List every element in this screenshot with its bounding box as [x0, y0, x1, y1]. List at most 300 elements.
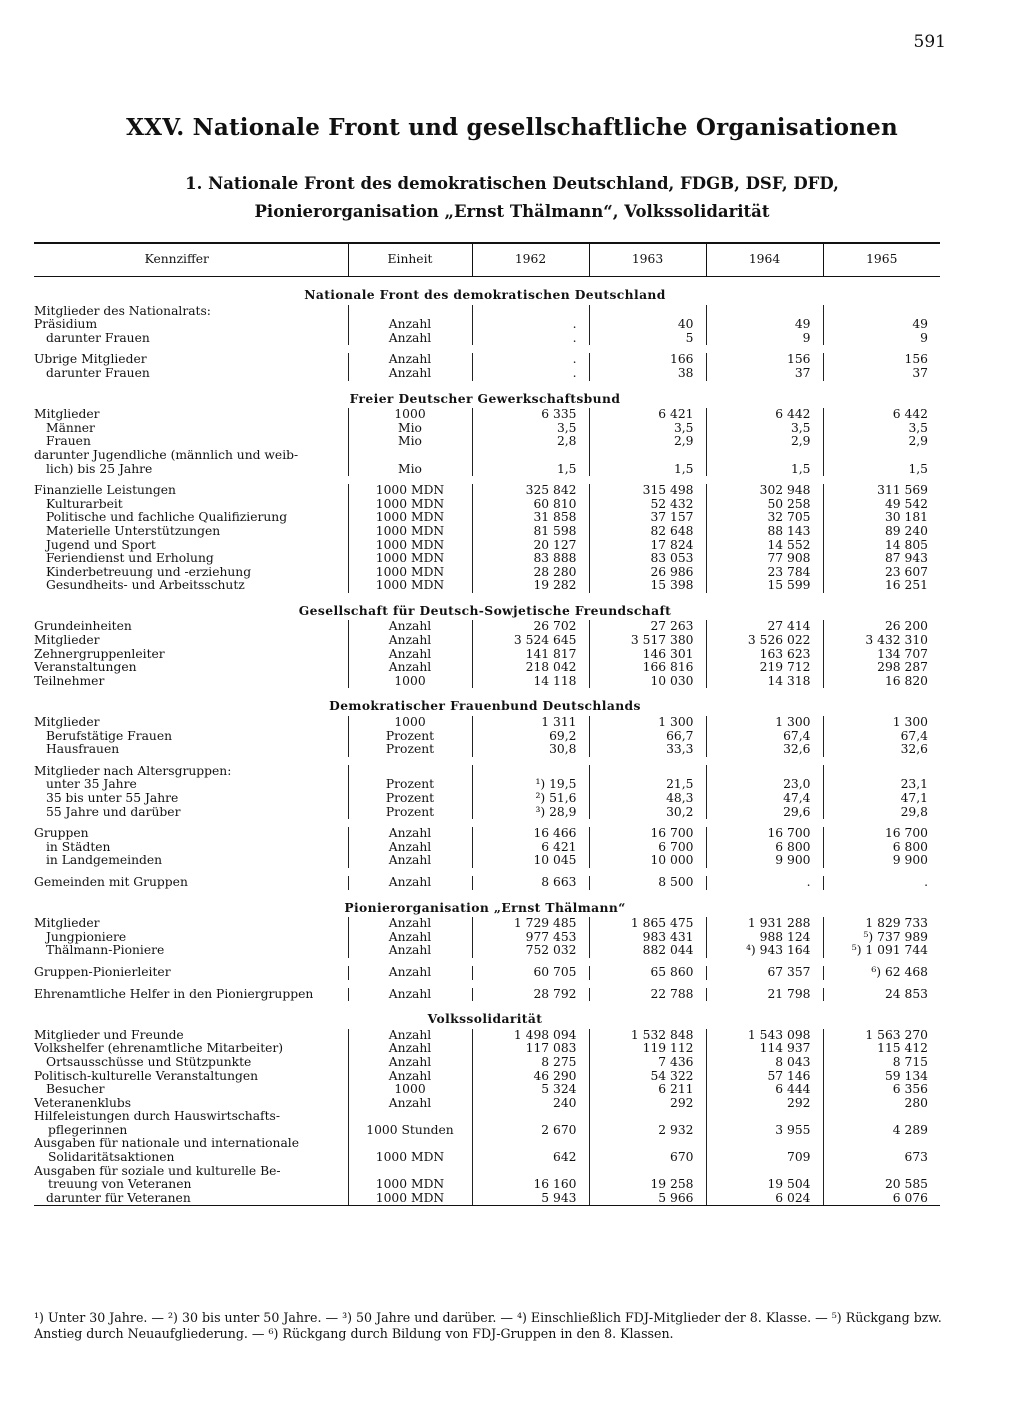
row-label: Materielle Unterstützungen [46, 524, 221, 538]
value-1964: 6 442 [706, 408, 823, 422]
value-1962: 60 705 [472, 966, 589, 980]
row-label: Mitglieder nach Altersgruppen: [34, 764, 232, 778]
spacer-cell [348, 345, 472, 353]
row-label: darunter Frauen [46, 331, 150, 345]
row-label: 35 bis unter 55 Jahre [46, 792, 179, 805]
table-row [34, 332, 940, 346]
value-1965: 9 [823, 332, 940, 346]
unit-cell: Anzahl [348, 917, 472, 931]
spacer-cell [472, 819, 589, 827]
value-1964: 8 043 [706, 1056, 823, 1070]
spacer-cell [348, 476, 472, 484]
table-row [34, 579, 940, 593]
row-label: Mitglieder [34, 917, 100, 931]
unit-cell [348, 449, 472, 463]
section-heading: Gesellschaft für Deutsch-Sowjetische Freundschaft [298, 602, 672, 618]
unit-cell: 1000 [348, 408, 472, 422]
value-1964 [706, 305, 823, 319]
value-1962: 141 817 [472, 648, 589, 662]
value-1965: 1 563 270 [823, 1029, 940, 1043]
row-spacer [34, 819, 940, 827]
table-row [34, 944, 940, 958]
unit-cell: 1000 MDN [348, 511, 472, 525]
table-row [34, 463, 940, 477]
value-1962: 20 127 [472, 539, 589, 553]
unit-cell: 1000 MDN [348, 484, 472, 498]
value-1963: 83 053 [589, 552, 706, 566]
spacer-cell [472, 868, 589, 876]
row-label: Teilnehmer [34, 674, 105, 688]
value-1964: 114 937 [706, 1042, 823, 1056]
value-1964: 3 526 022 [706, 634, 823, 648]
spacer-cell [34, 819, 348, 827]
table-row [34, 408, 940, 422]
value-1962: 8 275 [472, 1056, 589, 1070]
table-row [34, 675, 940, 689]
value-1963: 8 500 [589, 876, 706, 890]
value-1963: 1,5 [589, 463, 706, 477]
value-1963: 119 112 [589, 1042, 706, 1056]
value-1963: 38 [589, 367, 706, 381]
table-row [34, 854, 940, 868]
value-1962: 28 792 [472, 988, 589, 1002]
value-1964 [706, 1137, 823, 1151]
value-1963 [589, 449, 706, 463]
table-row [34, 566, 940, 580]
unit-cell: Anzahl [348, 988, 472, 1002]
value-1962: . [472, 353, 589, 367]
spacer-cell [348, 757, 472, 765]
unit-cell: Prozent [348, 792, 472, 806]
row-label: Ortsausschüsse und Stützpunkte [46, 1055, 252, 1069]
value-1965 [823, 305, 940, 319]
value-1963: 5 [589, 332, 706, 346]
value-1962: ²) 51,6 [472, 792, 589, 806]
unit-cell: Mio [348, 463, 472, 477]
row-label: Mitglieder und Freunde [34, 1028, 184, 1042]
spacer-cell [589, 345, 706, 353]
value-1965: 29,8 [823, 806, 940, 820]
value-1963: 10 030 [589, 675, 706, 689]
unit-cell: 1000 MDN [348, 552, 472, 566]
table-row [34, 1083, 940, 1097]
value-1965: 20 585 [823, 1178, 940, 1192]
value-1962: 2 670 [472, 1124, 589, 1138]
unit-cell: Anzahl [348, 827, 472, 841]
unit-cell: 1000 [348, 675, 472, 689]
value-1965: 30 181 [823, 511, 940, 525]
value-1965 [823, 1137, 940, 1151]
value-1963: 16 700 [589, 827, 706, 841]
row-label: Übrige Mitglieder [34, 353, 147, 367]
value-1963 [589, 1110, 706, 1124]
section-heading-row [34, 1001, 940, 1029]
value-1962 [472, 1165, 589, 1179]
row-label: Präsidium [34, 318, 98, 332]
value-1962: 3 524 645 [472, 634, 589, 648]
value-1964: 21 798 [706, 988, 823, 1002]
value-1963: 292 [589, 1097, 706, 1111]
unit-cell: 1000 MDN [348, 579, 472, 593]
value-1964: 6 024 [706, 1192, 823, 1206]
unit-cell: 1000 MDN [348, 1178, 472, 1192]
value-1964: 77 908 [706, 552, 823, 566]
table-row [34, 525, 940, 539]
value-1963: 3 517 380 [589, 634, 706, 648]
row-label: Politische und fachliche Qualifizierung [46, 511, 288, 525]
table-label-row [34, 1137, 940, 1151]
row-label: Kinderbetreuung und -erziehung [46, 565, 252, 579]
header-year-1965: 1965 [823, 243, 940, 277]
value-1964: 19 504 [706, 1178, 823, 1192]
table-row [34, 743, 940, 757]
header-einheit: Einheit [348, 243, 472, 277]
value-1964: 163 623 [706, 648, 823, 662]
row-label: Ehrenamtliche Helfer in den Pioniergruppen [34, 987, 314, 1001]
row-label: Besucher [46, 1083, 105, 1097]
unit-cell: Anzahl [348, 931, 472, 945]
value-1964: 14 552 [706, 539, 823, 553]
value-1964: 23,0 [706, 778, 823, 792]
section-heading: Freier Deutscher Gewerkschaftsbund [349, 390, 621, 406]
spacer-cell [706, 958, 823, 966]
spacer-cell [348, 868, 472, 876]
value-1965 [823, 1165, 940, 1179]
spacer-cell [472, 980, 589, 988]
value-1962: 30,8 [472, 743, 589, 757]
value-1963: 2 932 [589, 1124, 706, 1138]
value-1962: 16 466 [472, 827, 589, 841]
value-1965: 156 [823, 353, 940, 367]
value-1963: 670 [589, 1151, 706, 1165]
unit-cell: Prozent [348, 730, 472, 744]
value-1965: 3 432 310 [823, 634, 940, 648]
value-1965: 115 412 [823, 1042, 940, 1056]
value-1965: 3,5 [823, 422, 940, 436]
spacer-cell [589, 757, 706, 765]
value-1964: 67 357 [706, 966, 823, 980]
spacer-cell [348, 980, 472, 988]
value-1964: 156 [706, 353, 823, 367]
spacer-cell [34, 868, 348, 876]
spacer-cell [589, 868, 706, 876]
value-1963: 146 301 [589, 648, 706, 662]
table-row [34, 1151, 940, 1165]
value-1964: 709 [706, 1151, 823, 1165]
row-label: Hausfrauen [46, 743, 120, 757]
spacer-cell [589, 819, 706, 827]
value-1964: 9 [706, 332, 823, 346]
table-row [34, 730, 940, 744]
section-title-line2: Pionierorganisation „Ernst Thälmann“, Volkssolidarität [254, 202, 770, 221]
table-row [34, 1192, 940, 1206]
value-1964: 1,5 [706, 463, 823, 477]
unit-cell: Anzahl [348, 876, 472, 890]
header-year-1962: 1962 [472, 243, 589, 277]
row-label: darunter Jugendliche (männlich und weib- [34, 448, 299, 462]
value-1962 [472, 305, 589, 319]
value-1964: 23 784 [706, 566, 823, 580]
table-row [34, 648, 940, 662]
value-1963: 40 [589, 318, 706, 332]
value-1962: 8 663 [472, 876, 589, 890]
value-1962: 117 083 [472, 1042, 589, 1056]
value-1964: 6 444 [706, 1083, 823, 1097]
spacer-cell [34, 958, 348, 966]
value-1965: 87 943 [823, 552, 940, 566]
unit-cell: Anzahl [348, 353, 472, 367]
row-spacer [34, 980, 940, 988]
unit-cell: Anzahl [348, 648, 472, 662]
row-label: Gemeinden mit Gruppen [34, 875, 188, 889]
value-1962: 3,5 [472, 422, 589, 436]
row-label: Gruppen [34, 827, 89, 841]
value-1962: 19 282 [472, 579, 589, 593]
value-1964: 32 705 [706, 511, 823, 525]
value-1964: 29,6 [706, 806, 823, 820]
value-1965: 2,9 [823, 435, 940, 449]
header-year-1964: 1964 [706, 243, 823, 277]
value-1962: 46 290 [472, 1070, 589, 1084]
value-1964: 15 599 [706, 579, 823, 593]
value-1962: 2,8 [472, 435, 589, 449]
row-label: Mitglieder [34, 716, 100, 730]
row-label: Berufstätige Frauen [46, 729, 173, 743]
value-1962 [472, 765, 589, 779]
value-1964: ⁴) 943 164 [706, 944, 823, 958]
value-1962: 1 729 485 [472, 917, 589, 931]
value-1963: 1 300 [589, 716, 706, 730]
value-1963: 7 436 [589, 1056, 706, 1070]
table-row [34, 966, 940, 980]
value-1963: 33,3 [589, 743, 706, 757]
unit-cell: 1000 [348, 716, 472, 730]
spacer-cell [823, 868, 940, 876]
table-row [34, 1070, 940, 1084]
row-label: darunter für Veteranen [34, 1192, 348, 1206]
section-heading: Demokratischer Frauenbund Deutschlands [329, 698, 641, 714]
spacer-cell [472, 958, 589, 966]
value-1964: 1 931 288 [706, 917, 823, 931]
value-1964: 32,6 [706, 743, 823, 757]
value-1964 [706, 1110, 823, 1124]
spacer-cell [348, 958, 472, 966]
row-label: Hilfeleistungen durch Hauswirtschafts- [34, 1110, 280, 1124]
row-label: 55 Jahre und darüber [46, 805, 181, 819]
value-1964 [706, 765, 823, 779]
row-spacer [34, 757, 940, 765]
section-heading: Volkssolidarität [427, 1011, 543, 1027]
section-heading: Pionierorganisation „Ernst Thälmann“ [344, 899, 626, 915]
unit-cell: Prozent [348, 778, 472, 792]
value-1964: 14 318 [706, 675, 823, 689]
value-1963: 315 498 [589, 484, 706, 498]
section-title [0, 170, 1024, 226]
unit-cell: Anzahl [348, 854, 472, 868]
value-1965: 32,6 [823, 743, 940, 757]
unit-cell: Anzahl [348, 1097, 472, 1111]
spacer-cell [34, 476, 348, 484]
value-1962: 325 842 [472, 484, 589, 498]
value-1963: 882 044 [589, 944, 706, 958]
row-label: Mitglieder des Nationalrats: [34, 304, 211, 318]
row-label: in Städten [46, 840, 111, 854]
table-row [34, 876, 940, 890]
section-heading-row [34, 381, 940, 409]
unit-cell: Anzahl [348, 944, 472, 958]
table-body [34, 277, 940, 1206]
unit-cell [348, 765, 472, 779]
value-1964: 9 900 [706, 854, 823, 868]
table-row [34, 620, 940, 634]
value-1964: 27 414 [706, 620, 823, 634]
section-heading-row [34, 593, 940, 621]
spacer-cell [589, 958, 706, 966]
value-1963: 65 860 [589, 966, 706, 980]
header-year-1963: 1963 [589, 243, 706, 277]
value-1964: 47,4 [706, 792, 823, 806]
value-1964: 37 [706, 367, 823, 381]
unit-cell: Anzahl [348, 620, 472, 634]
footnote-text: ¹) Unter 30 Jahre. — ²) 30 bis unter 50 Jahre. — ³) 50 Jahre und darüber. — ⁴) Einschließlich FDJ-Mitglieder der 8. Klasse. — ⁵) Rückgang bzw. Anstieg durch Neuaufgliederung. — ⁶) Rückgang durch Bildung von FDJ-Gruppen in den 8. Klassen. [34, 1310, 942, 1341]
value-1964: 292 [706, 1097, 823, 1111]
value-1965: 26 200 [823, 620, 940, 634]
value-1962: 752 032 [472, 944, 589, 958]
value-1965: 16 700 [823, 827, 940, 841]
table-row [34, 422, 940, 436]
value-1962: . [472, 367, 589, 381]
spacer-cell [34, 757, 348, 765]
row-label: lich) bis 25 Jahre [46, 462, 153, 476]
row-label: Männer [46, 421, 95, 435]
value-1962: 1,5 [472, 463, 589, 477]
row-label: Grundeinheiten [34, 620, 132, 634]
value-1962: ³) 28,9 [472, 806, 589, 820]
value-1964: 49 [706, 318, 823, 332]
spacer-cell [589, 980, 706, 988]
value-1965: 1,5 [823, 463, 940, 477]
spacer-cell [706, 757, 823, 765]
value-1962: 31 858 [472, 511, 589, 525]
spacer-cell [706, 980, 823, 988]
value-1965: 311 569 [823, 484, 940, 498]
value-1965: 298 287 [823, 661, 940, 675]
value-1963: 1 532 848 [589, 1029, 706, 1043]
value-1963: 19 258 [589, 1178, 706, 1192]
row-label: Veteranenklubs [34, 1096, 132, 1110]
row-label: Mitglieder [34, 634, 100, 648]
value-1962: ¹) 19,5 [472, 778, 589, 792]
value-1963: 27 263 [589, 620, 706, 634]
table-row [34, 931, 940, 945]
value-1962: 1 311 [472, 716, 589, 730]
value-1963: 54 322 [589, 1070, 706, 1084]
spacer-cell [706, 868, 823, 876]
value-1965: . [823, 876, 940, 890]
table-row [34, 988, 940, 1002]
row-label: Jugend und Sport [46, 538, 156, 552]
value-1963 [589, 765, 706, 779]
value-1962: 1 498 094 [472, 1029, 589, 1043]
value-1963 [589, 305, 706, 319]
statistics-table [34, 242, 940, 1206]
unit-cell: 1000 MDN [348, 539, 472, 553]
value-1962: 26 702 [472, 620, 589, 634]
value-1962: 6 421 [472, 841, 589, 855]
row-label: Mitglieder [34, 408, 100, 422]
value-1965: 4 289 [823, 1124, 940, 1138]
unit-cell: Mio [348, 422, 472, 436]
unit-cell: Anzahl [348, 634, 472, 648]
spacer-cell [823, 476, 940, 484]
unit-cell: 1000 MDN [348, 498, 472, 512]
table-header-row [34, 243, 940, 277]
value-1962: . [472, 332, 589, 346]
value-1965: 14 805 [823, 539, 940, 553]
row-label: Ausgaben für soziale und kulturelle Be- [34, 1164, 281, 1178]
value-1963: 1 865 475 [589, 917, 706, 931]
unit-cell [348, 1137, 472, 1151]
row-label: unter 35 Jahre [46, 778, 137, 792]
row-spacer [34, 345, 940, 353]
row-label: Volkshelfer (ehrenamtliche Mitarbeiter) [34, 1042, 284, 1056]
unit-cell: 1000 MDN [348, 1192, 472, 1206]
spacer-cell [472, 476, 589, 484]
row-label: darunter Frauen [46, 366, 150, 380]
row-label: Zehnergruppenleiter [34, 647, 165, 661]
table-label-row [34, 449, 940, 463]
value-1965: 49 542 [823, 498, 940, 512]
value-1963: 21,5 [589, 778, 706, 792]
spacer-cell [34, 345, 348, 353]
value-1963: 82 648 [589, 525, 706, 539]
table-row [34, 1124, 940, 1138]
value-1963: 37 157 [589, 511, 706, 525]
value-1962: 5 324 [472, 1083, 589, 1097]
table-row [34, 552, 940, 566]
value-1962: . [472, 318, 589, 332]
value-1965: 59 134 [823, 1070, 940, 1084]
table-row [34, 634, 940, 648]
spacer-cell [706, 476, 823, 484]
unit-cell: Prozent [348, 806, 472, 820]
unit-cell [348, 1165, 472, 1179]
value-1964: 67,4 [706, 730, 823, 744]
value-1965: 6 076 [823, 1192, 940, 1206]
value-1962: 10 045 [472, 854, 589, 868]
unit-cell [348, 1110, 472, 1124]
value-1963: 48,3 [589, 792, 706, 806]
value-1963: 6 211 [589, 1083, 706, 1097]
value-1965: 24 853 [823, 988, 940, 1002]
value-1964 [706, 449, 823, 463]
value-1962: 218 042 [472, 661, 589, 675]
value-1964: 6 800 [706, 841, 823, 855]
footnotes [34, 1310, 944, 1342]
row-label: Feriendienst und Erholung [46, 552, 214, 566]
value-1963: 166 816 [589, 661, 706, 675]
value-1964: . [706, 876, 823, 890]
value-1964: 1 300 [706, 716, 823, 730]
table-row [34, 661, 940, 675]
value-1964: 2,9 [706, 435, 823, 449]
unit-cell [348, 305, 472, 319]
unit-cell: 1000 Stunden [348, 1124, 472, 1138]
value-1963: 6 700 [589, 841, 706, 855]
table-row [34, 841, 940, 855]
row-label: Veranstaltungen [34, 661, 137, 675]
value-1965: 6 356 [823, 1083, 940, 1097]
